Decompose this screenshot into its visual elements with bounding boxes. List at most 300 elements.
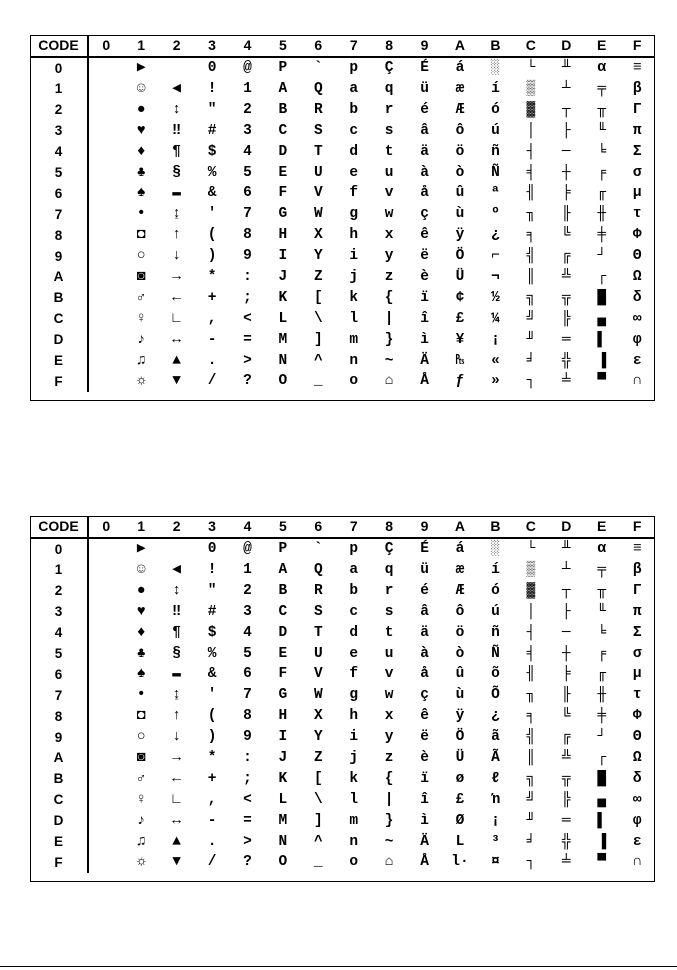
char-cell: ░ xyxy=(491,60,500,77)
char-cell: ☺ xyxy=(136,80,146,97)
column-header: F xyxy=(619,35,655,57)
char-cell: V xyxy=(313,666,323,683)
table-row xyxy=(30,664,655,685)
char-cell: y xyxy=(384,248,394,265)
char-cell: < xyxy=(243,310,252,327)
char-cell: ╛ xyxy=(526,833,536,850)
char-cell: " xyxy=(207,101,217,118)
column-header: A xyxy=(442,35,477,57)
char-cell xyxy=(88,852,123,873)
char-cell xyxy=(88,288,123,309)
table-row xyxy=(30,267,655,288)
char-cell: : xyxy=(243,749,252,766)
char-cell: M xyxy=(278,812,288,829)
table-row xyxy=(30,309,655,330)
char-cell: a xyxy=(349,80,359,97)
row-code: 3 xyxy=(30,602,88,623)
char-cell: ì xyxy=(420,331,429,348)
char-cell: c xyxy=(349,122,359,139)
row-code: A xyxy=(30,748,88,769)
char-cell: ╙ xyxy=(597,603,607,620)
char-cell: ¥ xyxy=(455,331,465,348)
row-code: 6 xyxy=(30,664,88,685)
char-cell: ● xyxy=(136,582,146,599)
char-cell: ; xyxy=(243,770,252,787)
char-cell: ┬ xyxy=(561,582,571,599)
char-cell: ñ xyxy=(491,143,500,160)
char-cell: h xyxy=(349,227,359,244)
char-cell: í xyxy=(491,561,500,578)
char-cell: w xyxy=(384,687,394,704)
char-cell: p xyxy=(349,541,359,558)
char-cell: $ xyxy=(207,143,217,160)
char-cell: L xyxy=(278,791,288,808)
char-cell: Θ xyxy=(632,729,642,746)
char-cell: ' xyxy=(207,206,217,223)
column-header: B xyxy=(478,516,513,538)
char-cell: û xyxy=(455,666,465,683)
char-cell: π xyxy=(632,603,642,620)
char-cell: ♪ xyxy=(136,812,146,829)
column-header: B xyxy=(478,35,513,57)
row-code: 0 xyxy=(30,538,88,560)
char-cell: O xyxy=(278,373,288,390)
char-cell: n xyxy=(349,352,359,369)
char-cell: ◀ xyxy=(172,80,181,97)
column-header: F xyxy=(619,516,655,538)
char-cell: σ xyxy=(632,164,642,181)
char-cell: Ω xyxy=(632,268,642,285)
char-cell: < xyxy=(243,791,252,808)
char-cell: ↑ xyxy=(172,227,181,244)
char-cell: ε xyxy=(632,352,642,369)
char-cell: J xyxy=(278,268,288,285)
char-cell: t xyxy=(384,143,394,160)
row-code: A xyxy=(30,267,88,288)
char-cell: £ xyxy=(455,791,465,808)
char-cell: J xyxy=(278,749,288,766)
char-cell: e xyxy=(349,645,359,662)
char-cell: π xyxy=(632,122,642,139)
char-cell: ~ xyxy=(384,352,394,369)
char-cell: ▒ xyxy=(526,561,536,578)
char-cell: ╗ xyxy=(526,770,536,787)
char-cell: ñ xyxy=(491,624,500,641)
char-cell: f xyxy=(349,666,359,683)
char-cell: ƒ xyxy=(455,373,465,390)
code-header: CODE xyxy=(30,516,88,538)
char-cell: ▲ xyxy=(172,833,181,850)
char-cell: § xyxy=(172,164,181,181)
char-cell: 0 xyxy=(207,541,217,558)
char-cell: » xyxy=(491,373,500,390)
char-cell: ╣ xyxy=(526,729,536,746)
char-cell: w xyxy=(384,206,394,223)
char-cell: ë xyxy=(420,729,429,746)
char-cell xyxy=(88,643,123,664)
row-code: 6 xyxy=(30,183,88,204)
char-cell: õ xyxy=(491,666,500,683)
char-cell: ┐ xyxy=(526,854,536,871)
char-cell xyxy=(88,121,123,142)
column-header: C xyxy=(513,35,548,57)
char-cell xyxy=(88,350,123,371)
char-cell: é xyxy=(420,101,429,118)
row-code: 8 xyxy=(30,706,88,727)
char-cell: / xyxy=(207,854,217,871)
table-row xyxy=(30,706,655,727)
char-cell: @ xyxy=(243,541,252,558)
char-cell: ╓ xyxy=(597,666,607,683)
char-cell: n xyxy=(349,833,359,850)
char-cell: k xyxy=(349,289,359,306)
char-cell: ╨ xyxy=(561,541,571,558)
char-cell: M xyxy=(278,331,288,348)
char-cell: ↨ xyxy=(172,206,181,223)
char-cell: ▐ xyxy=(597,833,607,850)
char-cell: D xyxy=(278,624,288,641)
char-cell: ♥ xyxy=(136,122,146,139)
column-header: 5 xyxy=(265,35,300,57)
char-cell: ╝ xyxy=(526,310,536,327)
char-cell: g xyxy=(349,687,359,704)
char-cell: ü xyxy=(420,80,429,97)
char-cell: 1 xyxy=(243,80,252,97)
char-cell: ä xyxy=(420,624,429,641)
char-cell: ` xyxy=(313,60,323,77)
char-cell: , xyxy=(207,791,217,808)
char-cell: E xyxy=(278,645,288,662)
char-cell: │ xyxy=(526,122,536,139)
char-cell: Ω xyxy=(632,749,642,766)
char-cell: ☼ xyxy=(136,854,146,871)
char-cell: I xyxy=(278,248,288,265)
char-cell: A xyxy=(278,80,288,97)
char-cell: \ xyxy=(313,310,323,327)
char-cell xyxy=(88,706,123,727)
table-row xyxy=(30,685,655,706)
char-cell xyxy=(88,664,123,685)
column-header: 9 xyxy=(407,35,442,57)
char-cell: ç xyxy=(420,687,429,704)
char-cell: | xyxy=(384,310,394,327)
char-cell: W xyxy=(313,687,323,704)
char-cell: 5 xyxy=(243,164,252,181)
char-cell: O xyxy=(278,854,288,871)
char-cell: ê xyxy=(420,708,429,725)
char-cell: û xyxy=(455,185,465,202)
char-cell: x xyxy=(384,708,394,725)
char-cell: ╓ xyxy=(597,185,607,202)
char-cell: ╡ xyxy=(526,164,536,181)
char-cell: ∞ xyxy=(632,791,642,808)
char-cell: U xyxy=(313,164,323,181)
row-code: 3 xyxy=(30,121,88,142)
char-cell: ℓ xyxy=(491,770,500,787)
char-cell: « xyxy=(491,352,500,369)
char-cell: 8 xyxy=(243,227,252,244)
char-cell: ( xyxy=(207,708,217,725)
char-cell xyxy=(88,79,123,100)
char-cell: ◙ xyxy=(136,268,146,285)
char-cell: 0 xyxy=(207,60,217,77)
char-cell: ├ xyxy=(561,603,571,620)
char-cell: ) xyxy=(207,729,217,746)
char-cell: I xyxy=(278,729,288,746)
char-cell: ◙ xyxy=(136,749,146,766)
char-cell: & xyxy=(207,185,217,202)
char-cell: V xyxy=(313,185,323,202)
char-cell: ? xyxy=(243,373,252,390)
row-code: 4 xyxy=(30,141,88,162)
column-header: 3 xyxy=(194,516,229,538)
char-cell: 6 xyxy=(243,666,252,683)
char-cell: + xyxy=(207,770,217,787)
column-header: E xyxy=(584,35,619,57)
table-row xyxy=(30,748,655,769)
column-header: 3 xyxy=(194,35,229,57)
char-cell: 9 xyxy=(243,248,252,265)
char-cell: ‼ xyxy=(172,603,181,620)
column-header: E xyxy=(584,516,619,538)
char-cell: u xyxy=(384,164,394,181)
char-cell: P xyxy=(278,60,288,77)
char-cell: ┼ xyxy=(561,164,571,181)
char-cell: ╩ xyxy=(561,268,571,285)
char-cell: Ö xyxy=(455,248,465,265)
column-header: 0 xyxy=(88,516,123,538)
char-cell: ∟ xyxy=(172,791,181,808)
char-cell: δ xyxy=(632,770,642,787)
row-code: 5 xyxy=(30,162,88,183)
char-cell: ½ xyxy=(491,289,500,306)
char-cell: • xyxy=(136,687,146,704)
char-cell: > xyxy=(243,352,252,369)
row-code: 1 xyxy=(30,79,88,100)
char-cell: Ö xyxy=(455,729,465,746)
char-cell: & xyxy=(207,666,217,683)
char-cell: φ xyxy=(632,331,642,348)
char-cell: ∞ xyxy=(632,310,642,327)
char-cell: # xyxy=(207,122,217,139)
char-cell: ┤ xyxy=(526,624,536,641)
row-code: F xyxy=(30,852,88,873)
char-cell: m xyxy=(349,812,359,829)
char-cell: ┘ xyxy=(597,248,607,265)
char-cell: ú xyxy=(491,122,500,139)
char-cell: ⌂ xyxy=(384,854,394,871)
char-cell: y xyxy=(384,729,394,746)
char-cell: / xyxy=(207,373,217,390)
char-cell: ▬ xyxy=(172,185,181,202)
char-cell: ¡ xyxy=(491,331,500,348)
char-cell: ◀ xyxy=(172,561,181,578)
char-cell: ~ xyxy=(384,833,394,850)
char-cell: α xyxy=(597,60,607,77)
char-cell: ↔ xyxy=(172,331,181,348)
char-cell: ╖ xyxy=(526,687,536,704)
row-code: B xyxy=(30,769,88,790)
char-cell: ≡ xyxy=(632,541,642,558)
char-cell xyxy=(88,329,123,350)
char-cell xyxy=(88,810,123,831)
char-cell: ↕ xyxy=(172,101,181,118)
char-cell: + xyxy=(207,289,217,306)
char-cell: e xyxy=(349,164,359,181)
char-cell: ♦ xyxy=(136,143,146,160)
char-cell: ╒ xyxy=(597,645,607,662)
char-cell: ╟ xyxy=(561,687,571,704)
char-cell: [ xyxy=(313,289,323,306)
char-cell: ↑ xyxy=(172,708,181,725)
char-cell: Å xyxy=(420,854,429,871)
row-code: 7 xyxy=(30,685,88,706)
char-cell: = xyxy=(243,812,252,829)
table-row xyxy=(30,622,655,643)
char-cell: ╬ xyxy=(561,352,571,369)
char-cell: , xyxy=(207,310,217,327)
row-code: 1 xyxy=(30,560,88,581)
char-cell: ◘ xyxy=(136,227,146,244)
char-cell: Ç xyxy=(384,541,394,558)
table-row xyxy=(30,727,655,748)
row-code: C xyxy=(30,790,88,811)
char-cell: 8 xyxy=(243,708,252,725)
char-cell: ● xyxy=(136,101,146,118)
table-row xyxy=(30,141,655,162)
table-row xyxy=(30,350,655,371)
char-cell: ? xyxy=(243,854,252,871)
page-bottom-rule xyxy=(0,966,677,967)
char-cell: ♫ xyxy=(136,833,146,850)
char-cell xyxy=(88,183,123,204)
char-cell: ╛ xyxy=(526,352,536,369)
char-cell: σ xyxy=(632,645,642,662)
character-code-table-1 xyxy=(30,35,655,392)
char-cell: A xyxy=(278,561,288,578)
char-cell: ▐ xyxy=(597,352,607,369)
char-cell: ^ xyxy=(313,352,323,369)
row-code: F xyxy=(30,371,88,392)
char-cell: a xyxy=(349,561,359,578)
char-cell: é xyxy=(420,582,429,599)
char-cell: É xyxy=(420,541,429,558)
char-cell: ↔ xyxy=(172,812,181,829)
char-cell: ┼ xyxy=(561,645,571,662)
char-cell: ╘ xyxy=(597,624,607,641)
char-cell: ö xyxy=(455,624,465,641)
char-cell xyxy=(88,581,123,602)
char-cell: ─ xyxy=(561,624,571,641)
char-cell: ¶ xyxy=(172,624,181,641)
table-row xyxy=(30,643,655,664)
char-cell: K xyxy=(278,289,288,306)
char-cell: s xyxy=(384,603,394,620)
char-cell: τ xyxy=(632,206,642,223)
char-cell xyxy=(88,309,123,330)
char-cell: i xyxy=(349,729,359,746)
char-cell: Σ xyxy=(632,143,642,160)
char-cell: ═ xyxy=(561,812,571,829)
char-cell: ' xyxy=(207,687,217,704)
char-cell: ó xyxy=(491,582,500,599)
column-header: 6 xyxy=(301,35,336,57)
char-cell: ╤ xyxy=(597,561,607,578)
char-cell xyxy=(88,748,123,769)
char-cell: ↨ xyxy=(172,687,181,704)
char-cell: = xyxy=(243,331,252,348)
char-cell: H xyxy=(278,227,288,244)
char-cell: 3 xyxy=(243,603,252,620)
char-cell: ▓ xyxy=(526,582,536,599)
column-header: C xyxy=(513,516,548,538)
char-cell: Õ xyxy=(491,687,500,704)
char-cell: ╟ xyxy=(561,206,571,223)
char-cell xyxy=(88,204,123,225)
column-header: 2 xyxy=(159,35,194,57)
char-cell: X xyxy=(313,708,323,725)
table-row xyxy=(30,225,655,246)
table-row xyxy=(30,581,655,602)
char-cell: 4 xyxy=(243,624,252,641)
column-header: 8 xyxy=(371,516,406,538)
table-row xyxy=(30,246,655,267)
char-cell: ╫ xyxy=(597,206,607,223)
char-cell: c xyxy=(349,603,359,620)
char-cell: 7 xyxy=(243,687,252,704)
char-cell xyxy=(88,602,123,623)
column-header: 4 xyxy=(230,35,265,57)
char-cell xyxy=(88,141,123,162)
table-row xyxy=(30,602,655,623)
char-cell: ♥ xyxy=(136,603,146,620)
char-cell: ³ xyxy=(491,833,500,850)
char-cell: ░ xyxy=(491,541,500,558)
char-cell: 2 xyxy=(243,101,252,118)
char-cell xyxy=(88,162,123,183)
char-cell: ┘ xyxy=(597,729,607,746)
char-cell: à xyxy=(420,645,429,662)
char-cell: § xyxy=(172,645,181,662)
char-cell: ♪ xyxy=(136,331,146,348)
char-cell: l xyxy=(349,791,359,808)
row-code: 2 xyxy=(30,100,88,121)
char-cell: ♣ xyxy=(136,164,146,181)
char-cell: █ xyxy=(597,289,607,306)
char-cell: ¡ xyxy=(491,812,500,829)
char-cell: ═ xyxy=(561,331,571,348)
char-cell: Y xyxy=(313,248,323,265)
char-cell: ╥ xyxy=(597,582,607,599)
char-cell: ¼ xyxy=(491,310,500,327)
char-cell: ŉ xyxy=(491,791,500,808)
char-cell: u xyxy=(384,645,394,662)
char-cell: ▀ xyxy=(597,854,607,871)
char-cell: ║ xyxy=(526,268,536,285)
char-cell: N xyxy=(278,833,288,850)
char-cell: r xyxy=(384,582,394,599)
char-cell: τ xyxy=(632,687,642,704)
char-cell: L xyxy=(278,310,288,327)
char-cell: Y xyxy=(313,729,323,746)
char-cell: à xyxy=(420,164,429,181)
char-cell: ♀ xyxy=(136,791,146,808)
char-cell xyxy=(88,790,123,811)
char-cell: ø xyxy=(455,770,465,787)
char-cell: ┌ xyxy=(597,268,607,285)
char-cell: l· xyxy=(451,854,469,871)
char-cell: → xyxy=(172,268,181,285)
